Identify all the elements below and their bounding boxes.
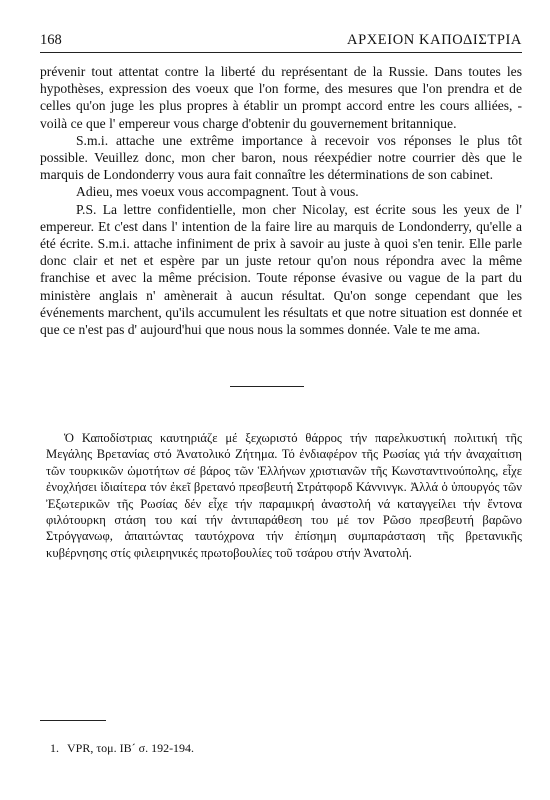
letter-paragraph: Adieu, mes voeux vous accompagnent. Tout à vous. xyxy=(76,184,359,200)
commentary-paragraph: Ὁ Καποδίστριας καυτηριάζε μέ ξεχωριστό θάρρος τήν παρελκυστική πολιτική τῆς Μεγάλης Βρετανίας στό Ἀνατολικό Ζήτημα. Τό ἐνδιαφέρον τῆς Ρωσίας γιά τήν ἀναχαίτιση τῶν τουρκικῶν ὠμοτήτων σέ βάρος τῶν Ἑλλήνων χριστιανῶν τῆς Κωνσταντινούπολης, εἶχε ἐνοχλήσει ἰδιαίτερα τόν ἐκεῖ βρετανό πρεσβευτή Στράτφορδ Κάννινγκ. Ἀλλά ὁ ὑπουργός τῶν Ἐξωτερικῶν τῆς Ρωσίας δέν εἶχε τήν παραμικρή ἀναστολή νά καταγγείλει τήν ἔντονα φιλότουρκη στάση του καί τήν ἀντιπαράθεση του μέ τον Ρῶσο πρεσβευτή βαρῶνο Στρόγγανωφ, ἀπαιτώντας ταυτόχρονα τήν ἐπίσημη συμπαράσταση τῆς βρετανικῆς κυβέρνησης στίς φιλειρηνικές πρωτοβουλίες τοῦ τσάρου στήν Ἀνατολή. xyxy=(46,431,522,560)
footnote-text: VPR, τομ. ΙΒ´ σ. 192-194. xyxy=(67,741,195,755)
page-number: 168 xyxy=(40,32,62,48)
footnote xyxy=(50,741,194,756)
footnote-separator xyxy=(40,720,106,721)
running-title: ΑΡΧΕΙΟΝ ΚΑΠΟΔΙΣΤΡΙΑ xyxy=(347,32,522,48)
running-header xyxy=(40,32,522,53)
section-divider xyxy=(230,386,304,387)
letter-paragraph: S.m.i. attache une extrême importance à recevoir vos réponses le plus tôt possible. Veuillez donc, mon cher baron, nous réexpédier notre courrier dès que le marquis de Londonderry vous aura fait connaître les déterminations de son cabinet. xyxy=(40,132,522,183)
footnote-number: 1. xyxy=(50,741,59,755)
letter-body xyxy=(40,63,522,338)
postscript-paragraph: P.S. La lettre confidentielle, mon cher Nicolay, est écrite sous les yeux de l' empereur. Et c'est dans l' intention de la faire lire au marquis de Londonderry, qu'elle a été écrite. S.m.i. attache infiniment de prix à savoir au juste à quoi s'en tenir. Elle parle donc clair et net et espère par un juste retour qu'on nous répondra avec la même franchise et avec la même précision. Toute réponse évasive ou vague de la part du ministère anglais n' amènerait à aucun résultat. Qu'on songe cependant que les événements marchent, qu'ils accumulent les résultats et que notre situation est donnée et que ce n'est pas d' aujourd'hui que nous nous la sommes donnée. Vale te me ama. xyxy=(40,201,522,338)
letter-paragraph: prévenir tout attentat contre la liberté du représentant de la Russie. Dans toutes les hypothèses, expression des voeux que l'on forme, des mesures que l'on prendra et de celles qu'on juge les plus propres à établir un prompt accord entre les cours alliées, - voilà ce que l' empereur vous charge d'obtenir du gouvernement britannique. xyxy=(40,64,522,131)
